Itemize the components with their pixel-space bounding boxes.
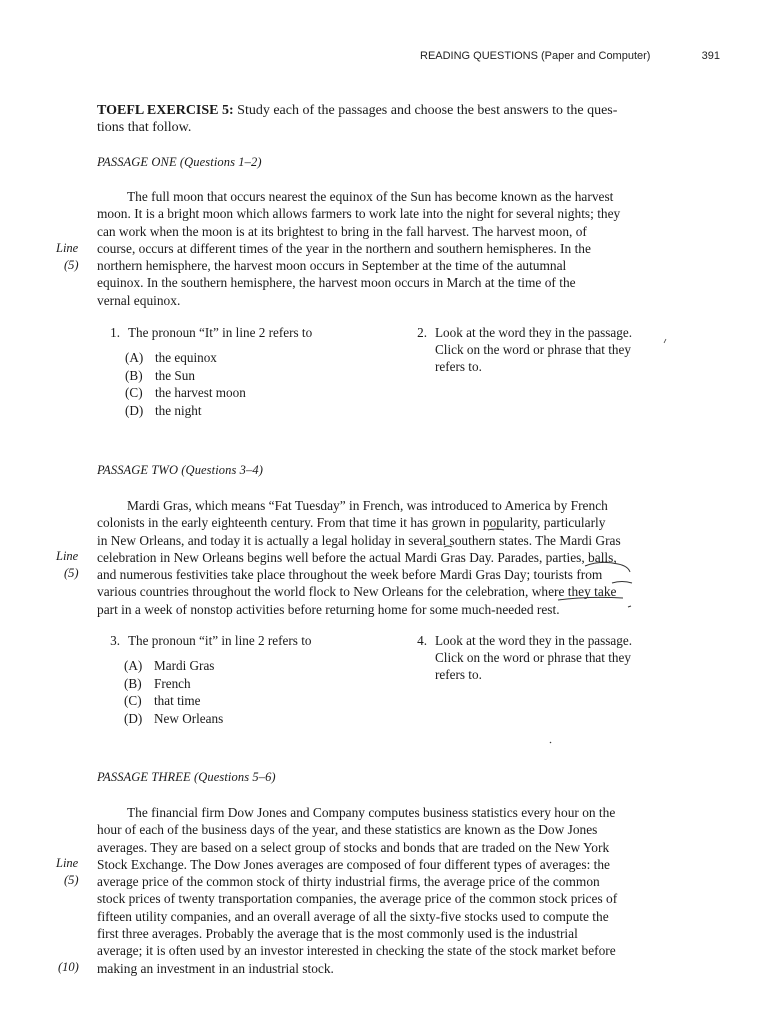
line-number-5: (5) — [64, 873, 79, 887]
question-prompt-line: refers to. — [435, 359, 482, 374]
passage-line: moon. It is a bright moon which allows farmers to work late into the night for several nights; they — [97, 206, 621, 222]
passage-two-heading: PASSAGE TWO (Questions 3–4) — [97, 463, 263, 477]
passage-line: first three averages. Probably the average that is the most commonly used is the industrial — [97, 926, 578, 942]
passage-line: The financial firm Dow Jones and Company computes business statistics every hour on the — [127, 805, 616, 820]
passage-line: fifteen utility companies, and an overall average of all the sixty-five stocks used to compute the — [97, 908, 609, 924]
passage-line: making an investment in an industrial stock. — [97, 960, 334, 976]
passage-line: celebration in New Orleans begins well before the actual Mardi Gras Day. Parades, parties, balls, — [97, 549, 617, 565]
passage-one-heading: PASSAGE ONE (Questions 1–2) — [97, 155, 262, 169]
question-3-options — [124, 657, 223, 727]
passage-line: averages. They are based on a select group of stocks and bonds that are traded on the New York — [97, 839, 610, 855]
exercise-label: TOEFL EXERCISE 5: — [97, 103, 234, 118]
passage-line: stock prices of twenty transportation companies, the average price of the common stock prices of — [97, 891, 618, 907]
answer-option-d[interactable]: (D) New Orleans — [124, 710, 224, 726]
line-margin-label: Line — [56, 549, 79, 563]
passage-line: in New Orleans, and today it is actually a legal holiday in several southern states. The Mardi Gras — [97, 532, 621, 548]
question-prompt-line: Click on the word or phrase that they — [435, 650, 631, 665]
question-prompt: The pronoun “It” in line 2 refers to — [128, 325, 313, 340]
passage-line: equinox. In the southern hemisphere, the harvest moon occurs in March at the time of the — [97, 275, 576, 291]
question-number: 2. — [417, 325, 427, 340]
question-number: 1. — [110, 325, 120, 340]
passage-line: average price of the common stock of thirty industrial firms, the average price of the common — [97, 874, 600, 890]
question-prompt-line: Look at the word they in the passage. — [435, 633, 633, 648]
passage-line: can work when the moon is at its brightest to bring in the fall harvest. The harvest moon, of — [97, 223, 587, 239]
passage-line: northern hemisphere, the harvest moon occurs in September at the time of the autumnal — [97, 258, 567, 274]
answer-option-b[interactable]: (B) French — [124, 675, 191, 691]
question-3 — [98, 632, 311, 649]
question-4 — [405, 632, 695, 683]
passage-line: various countries throughout the world flock to New Orleans for the celebration, where they take — [97, 584, 617, 600]
line-number-5: (5) — [64, 566, 79, 580]
answer-option-d[interactable]: (D) the night — [125, 402, 202, 418]
passage-line: colonists in the early eighteenth century. From that time it has grown in popularity, particularly — [97, 515, 606, 531]
question-number: 3. — [110, 633, 120, 648]
passage-three-heading: PASSAGE THREE (Questions 5–6) — [97, 770, 276, 784]
line-number-10: (10) — [58, 960, 79, 974]
exercise-instructions-1: Study each of the passages and choose the best answers to the ques- — [237, 103, 618, 118]
exercise-instructions-2: tions that follow. — [97, 120, 192, 135]
line-number-5: (5) — [64, 258, 79, 272]
passage-three-text — [97, 804, 687, 977]
page-number: 391 — [701, 50, 720, 62]
passage-line: Mardi Gras, which means “Fat Tuesday” in French, was introduced to America by French — [127, 498, 608, 513]
question-prompt-line: Click on the word or phrase that they — [435, 342, 631, 357]
passage-line: course, occurs at different times of the year in the northern and southern hemispheres. In the — [97, 240, 591, 256]
passage-line: part in a week of nonstop activities before returning home for some much-needed rest. — [97, 601, 560, 617]
answer-option-c[interactable]: (C) the harvest moon — [125, 385, 246, 400]
answer-option-a[interactable]: (A) the equinox — [125, 350, 217, 365]
passage-line: vernal equinox. — [97, 292, 181, 308]
passage-line: average; it is often used by an investor interested in checking the state of the stock market before — [97, 943, 616, 959]
line-margin-label: Line — [56, 241, 79, 255]
answer-option-c[interactable]: (C) that time — [124, 693, 201, 708]
question-number: 4. — [417, 633, 427, 648]
passage-line: hour of each of the business days of the year, and these statistics are known as the Dow Jones — [97, 822, 598, 838]
question-prompt-line: Look at the word they in the passage. — [435, 325, 633, 340]
passage-line: and numerous festivities take place throughout the week before Mardi Gras Day; tourists from — [97, 567, 603, 583]
passage-line: The full moon that occurs nearest the equinox of the Sun has become known as the harvest — [127, 189, 614, 204]
question-prompt: The pronoun “it” in line 2 refers to — [128, 633, 312, 648]
question-prompt-line: refers to. — [435, 667, 482, 682]
line-margin-label: Line — [56, 856, 79, 870]
section-title: READING QUESTIONS (Paper and Computer) — [420, 50, 651, 62]
answer-option-b[interactable]: (B) the Sun — [125, 367, 195, 383]
answer-option-a[interactable]: (A) Mardi Gras — [124, 658, 215, 673]
passage-line: Stock Exchange. The Dow Jones averages are composed of four different types of averages: the — [97, 856, 611, 872]
